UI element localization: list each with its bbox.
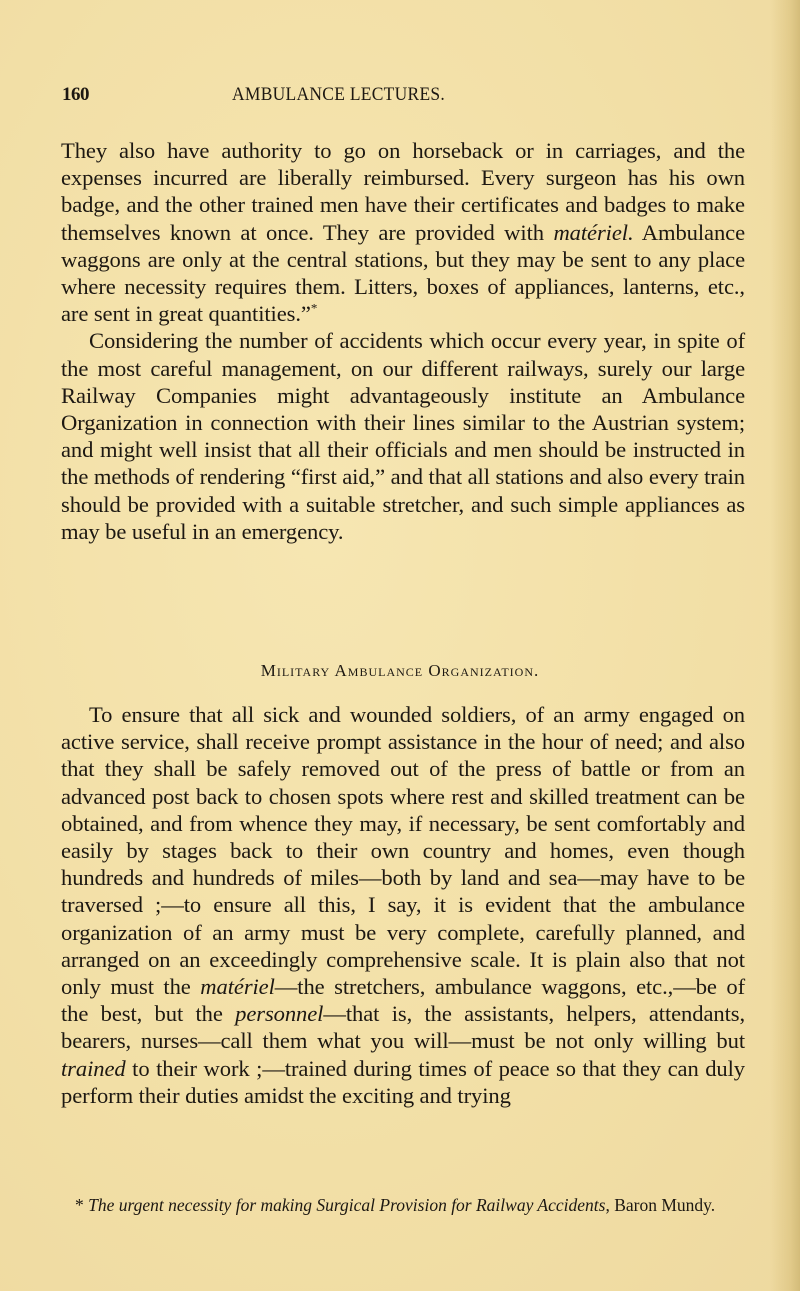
italic-term-trained: trained <box>61 1055 126 1081</box>
italic-term-personnel: personnel <box>235 1001 324 1027</box>
footnote <box>61 1194 745 1216</box>
paragraph-text: —that is, the assistants, helpers, attendants, bearers, nurses—call them what you will—must be not only willing but <box>61 1001 745 1054</box>
paragraph-text: Ambulance waggons are only at the central stations, but they may be sent to any place where necessity requires them. Litters, boxes of appliances, lanterns, etc., are sent in great quantities.” <box>61 219 745 327</box>
footnote-reference-marker: * <box>310 300 318 316</box>
paragraph-text: To ensure that all sick and wounded soldiers, of an army engaged on active service, shall receive prompt assistance in the hour of need; and also that they shall be safely removed out of the press of battle or from an advanced post back to chosen spots where rest and skilled treatment can be obtained, and from whence they may, if necessary, be sent comfortably and easily by stages back to their own country and homes, even though hundreds and hundreds of miles—both by land and sea—may have to be traversed ;—to ensure all this, I say, it is evident that the ambulance organization of an army must be very complete, carefully planned, and arranged on an exceedingly comprehensive scale. It is plain also that not only must the <box>61 702 745 1000</box>
page-number: 160 <box>62 84 89 105</box>
body-text-section-2 <box>61 701 745 1109</box>
running-head <box>62 84 522 108</box>
paragraph-text: —the stretchers, ambulance waggons, etc.,—be of the best, but the <box>61 974 745 1027</box>
running-title: AMBULANCE LECTURES. <box>232 84 446 105</box>
paragraph-military-organization <box>61 701 745 1109</box>
body-text-section-1 <box>61 137 745 545</box>
footnote-marker: * <box>75 1195 89 1215</box>
paragraph-text: They also have authority to go on horseback or in carriages, and the expenses incurred are liberally reimbursed. Every surgeon has his own badge, and the other trained men have their certificates and badges to make themselves known at once. They are provided with <box>61 138 745 245</box>
footnote-author: , Baron Mundy. <box>605 1195 716 1215</box>
italic-term-materiel: matériel <box>200 974 275 1000</box>
paragraph-railway-companies: Considering the number of accidents which occur every year, in spite of the most careful management, on our different railways, surely our large Railway Companies might advantageously institute an Ambulance Organization in connection with their lines similar to the Austrian system; and might well insist that all their officials and men should be instructed in the methods of rendering “first aid,” and that all stations and also every train should be provided with a suitable stretcher, and such simple appliances as may be useful in an emergency. <box>61 328 745 544</box>
footnote-cited-title: The urgent necessity for making Surgical Provision for Railway Accidents <box>88 1195 606 1215</box>
italic-term-materiel: matériel. <box>553 219 634 245</box>
paragraph-text: to their work ;—trained during times of peace so that they can duly perform their duties amidst the exciting and trying <box>61 1055 745 1108</box>
section-heading-military-ambulance: Military Ambulance Organization. <box>260 661 540 680</box>
footnote-text <box>61 1194 745 1216</box>
paragraph-continuation <box>61 137 745 327</box>
